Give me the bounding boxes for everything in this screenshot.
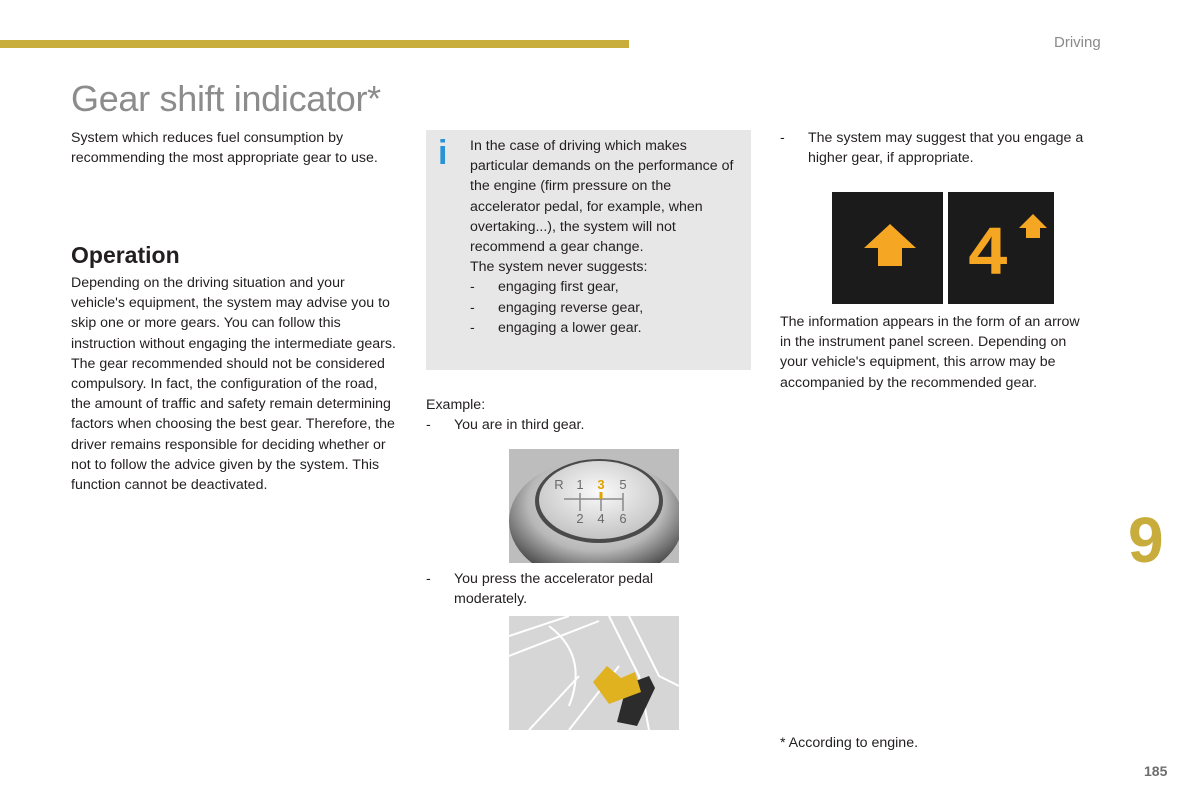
page-number: 185 <box>1144 763 1168 779</box>
example-step-2 <box>426 569 726 609</box>
gear-label-r: R <box>554 477 564 492</box>
dash: - <box>426 417 431 433</box>
section-label: Driving <box>1054 34 1101 51</box>
knob-top <box>539 461 659 539</box>
page-title: Gear shift indicator* <box>71 78 381 119</box>
gear-knob-image <box>509 449 679 563</box>
info-box <box>426 130 751 370</box>
info-box-list <box>470 277 745 338</box>
panel-arrow-display <box>832 192 943 304</box>
display-info-text: The information appears in the form of an arrow in the instrument panel screen. Depending on your vehicle's equipment, this arrow may be accompanied by the recommended gear. <box>780 314 1080 391</box>
gear-label-6: 6 <box>619 511 627 526</box>
dash: - <box>470 319 475 336</box>
example-step-2-text: You press the accelerator pedal moderately. <box>454 571 654 608</box>
info-box-content <box>470 136 745 338</box>
list-item <box>470 298 745 318</box>
list-item-text: engaging a lower gear. <box>498 319 642 336</box>
header-accent-bar <box>0 40 629 48</box>
list-item <box>470 277 745 297</box>
operation-text: Depending on the driving situation and your vehicle's equipment, the system may advise you to skip one or more gears. You can follow this instruction without engaging the intermediate gears. The gear recommended should not be considered compulsory. In fact, the configuration of the road, the amount of traffic and safety remain determining factors when choosing the best gear. Therefore, the driver remains responsible for deciding whether or not to follow the advice given by the system. This function cannot be deactivated. <box>71 275 396 494</box>
info-icon: i <box>438 134 448 172</box>
dash: - <box>470 279 475 296</box>
panel-arrow-gear-display <box>948 192 1054 304</box>
list-item-text: engaging first gear, <box>498 279 619 296</box>
chapter-number: 9 <box>1128 504 1164 576</box>
suggest-item-text: The system may suggest that you engage a higher gear, if appropriate. <box>808 130 1084 167</box>
gear-label-5: 5 <box>619 477 627 492</box>
list-item-text: engaging reverse gear, <box>498 299 644 316</box>
list-item <box>470 318 745 338</box>
dash: - <box>426 571 431 587</box>
accelerator-pedal-image <box>509 616 679 730</box>
gear-label-2: 2 <box>576 511 584 526</box>
info-box-text: In the case of driving which makes particular demands on the performance of the engine (firm pressure on the accelerator pedal, for example, when overtaking...), the system will not recommend a gear change. <box>470 138 734 256</box>
dash: - <box>780 130 785 146</box>
gear-label-1: 1 <box>576 477 584 492</box>
photo-background <box>509 616 679 730</box>
footnote: * According to engine. <box>780 735 919 751</box>
example-label: Example: <box>426 397 486 413</box>
example-step-1 <box>426 415 726 435</box>
info-box-never-suggests: The system never suggests: <box>470 259 648 276</box>
example-step-1-text: You are in third gear. <box>454 417 585 433</box>
intro-text: System which reduces fuel consumption by recommending the most appropriate gear to use. <box>71 130 378 167</box>
gear-label-3: 3 <box>597 477 605 492</box>
recommended-gear: 4 <box>966 217 1010 296</box>
operation-heading: Operation <box>71 242 180 268</box>
gear-label-4: 4 <box>597 511 605 526</box>
suggest-item <box>780 128 1110 168</box>
dash: - <box>470 299 475 316</box>
